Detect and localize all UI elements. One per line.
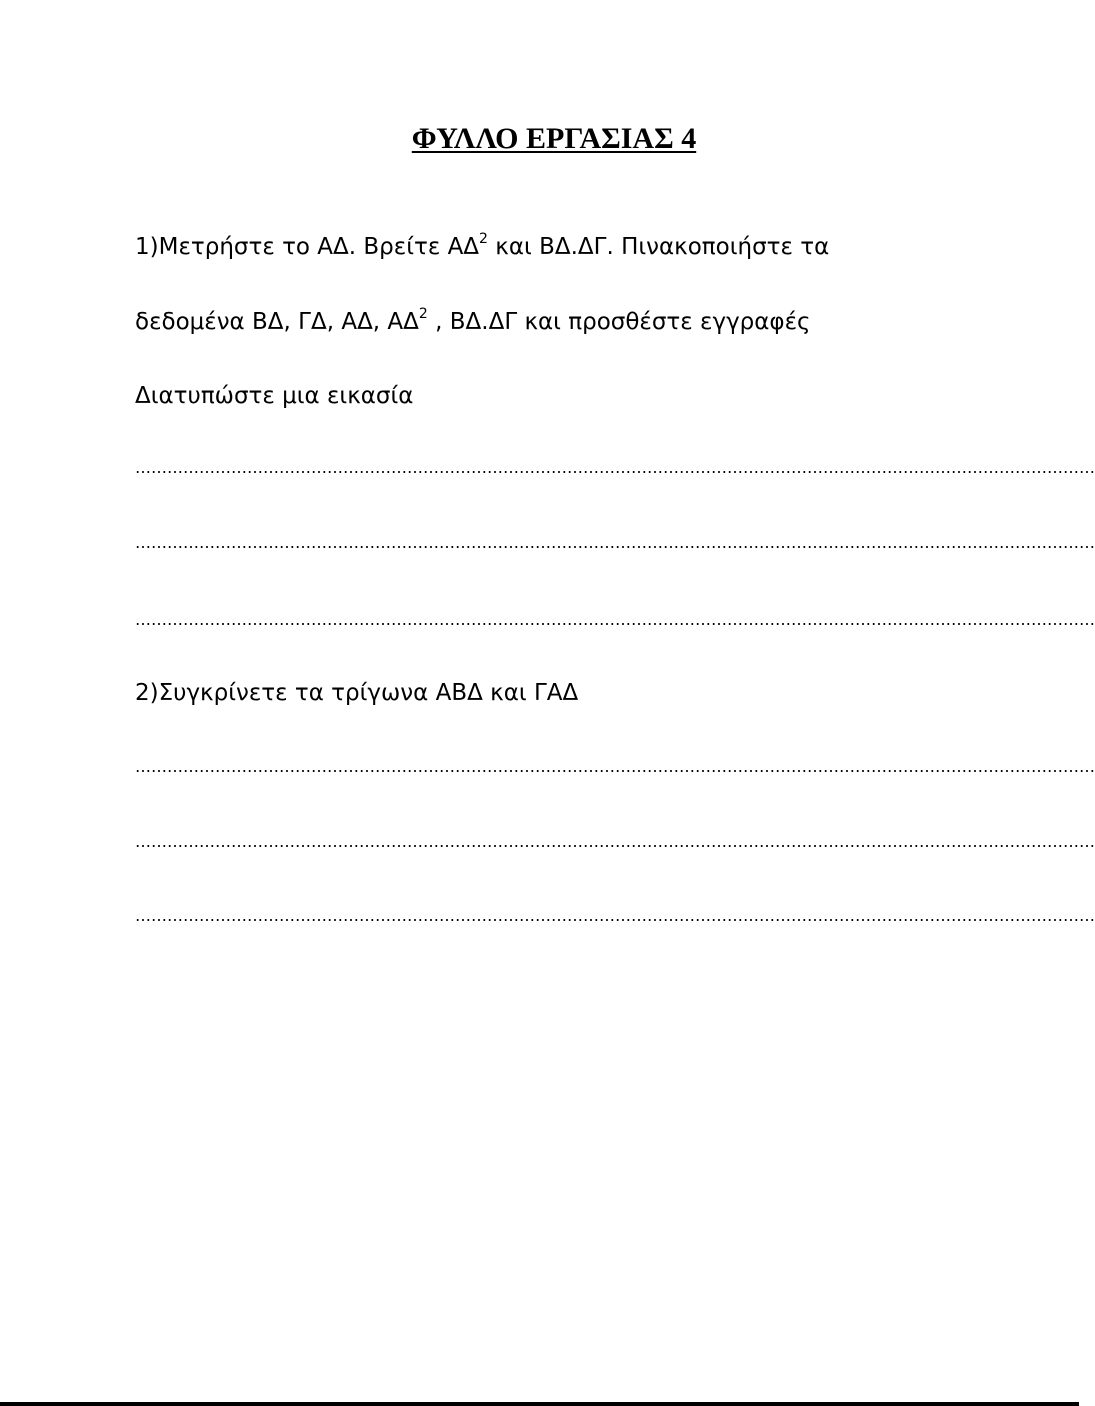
question-1-line-2 bbox=[135, 307, 811, 337]
page-bottom-border bbox=[0, 1402, 1079, 1406]
worksheet-title: ΦΥΛΛΟ ΕΡΓΑΣΙΑΣ 4 bbox=[411, 122, 697, 155]
answer-line: ……………………………………………………………………………………………………………………………………………………………… bbox=[135, 610, 1095, 629]
question-1-line-2-text-end: , ΒΔ.ΔΓ και προσθέστε εγγραφές bbox=[427, 309, 811, 335]
answer-line: ……………………………………………………………………………………………………………………………………………………………… bbox=[135, 832, 1095, 851]
superscript-2: 2 bbox=[479, 231, 488, 247]
question-1-line-2-text: δεδομένα ΒΔ, ΓΔ, ΑΔ, ΑΔ bbox=[135, 309, 419, 335]
question-1-line-1-text: 1)Μετρήστε το ΑΔ. Βρείτε ΑΔ bbox=[135, 234, 480, 260]
answer-line: ……………………………………………………………………………………………………………………………………………………………… bbox=[135, 757, 1095, 776]
answer-line: ……………………………………………………………………………………………………………………………………………………………… bbox=[135, 458, 1095, 477]
question-2-text: 2)Συγκρίνετε τα τρίγωνα ΑΒΔ και ΓΑΔ bbox=[135, 680, 579, 706]
question-1-line-1 bbox=[135, 232, 829, 262]
answer-line: ……………………………………………………………………………………………………………………………………………………………… bbox=[135, 906, 1095, 925]
question-1-line-1-text-end: και ΒΔ.ΔΓ. Πινακοποιήστε τα bbox=[487, 234, 830, 260]
question-1-line-3: Διατυπώστε μια εικασία bbox=[135, 383, 414, 409]
superscript-2: 2 bbox=[418, 306, 428, 322]
answer-line: ……………………………………………………………………………………………………………………………………………………………… bbox=[135, 533, 1095, 552]
